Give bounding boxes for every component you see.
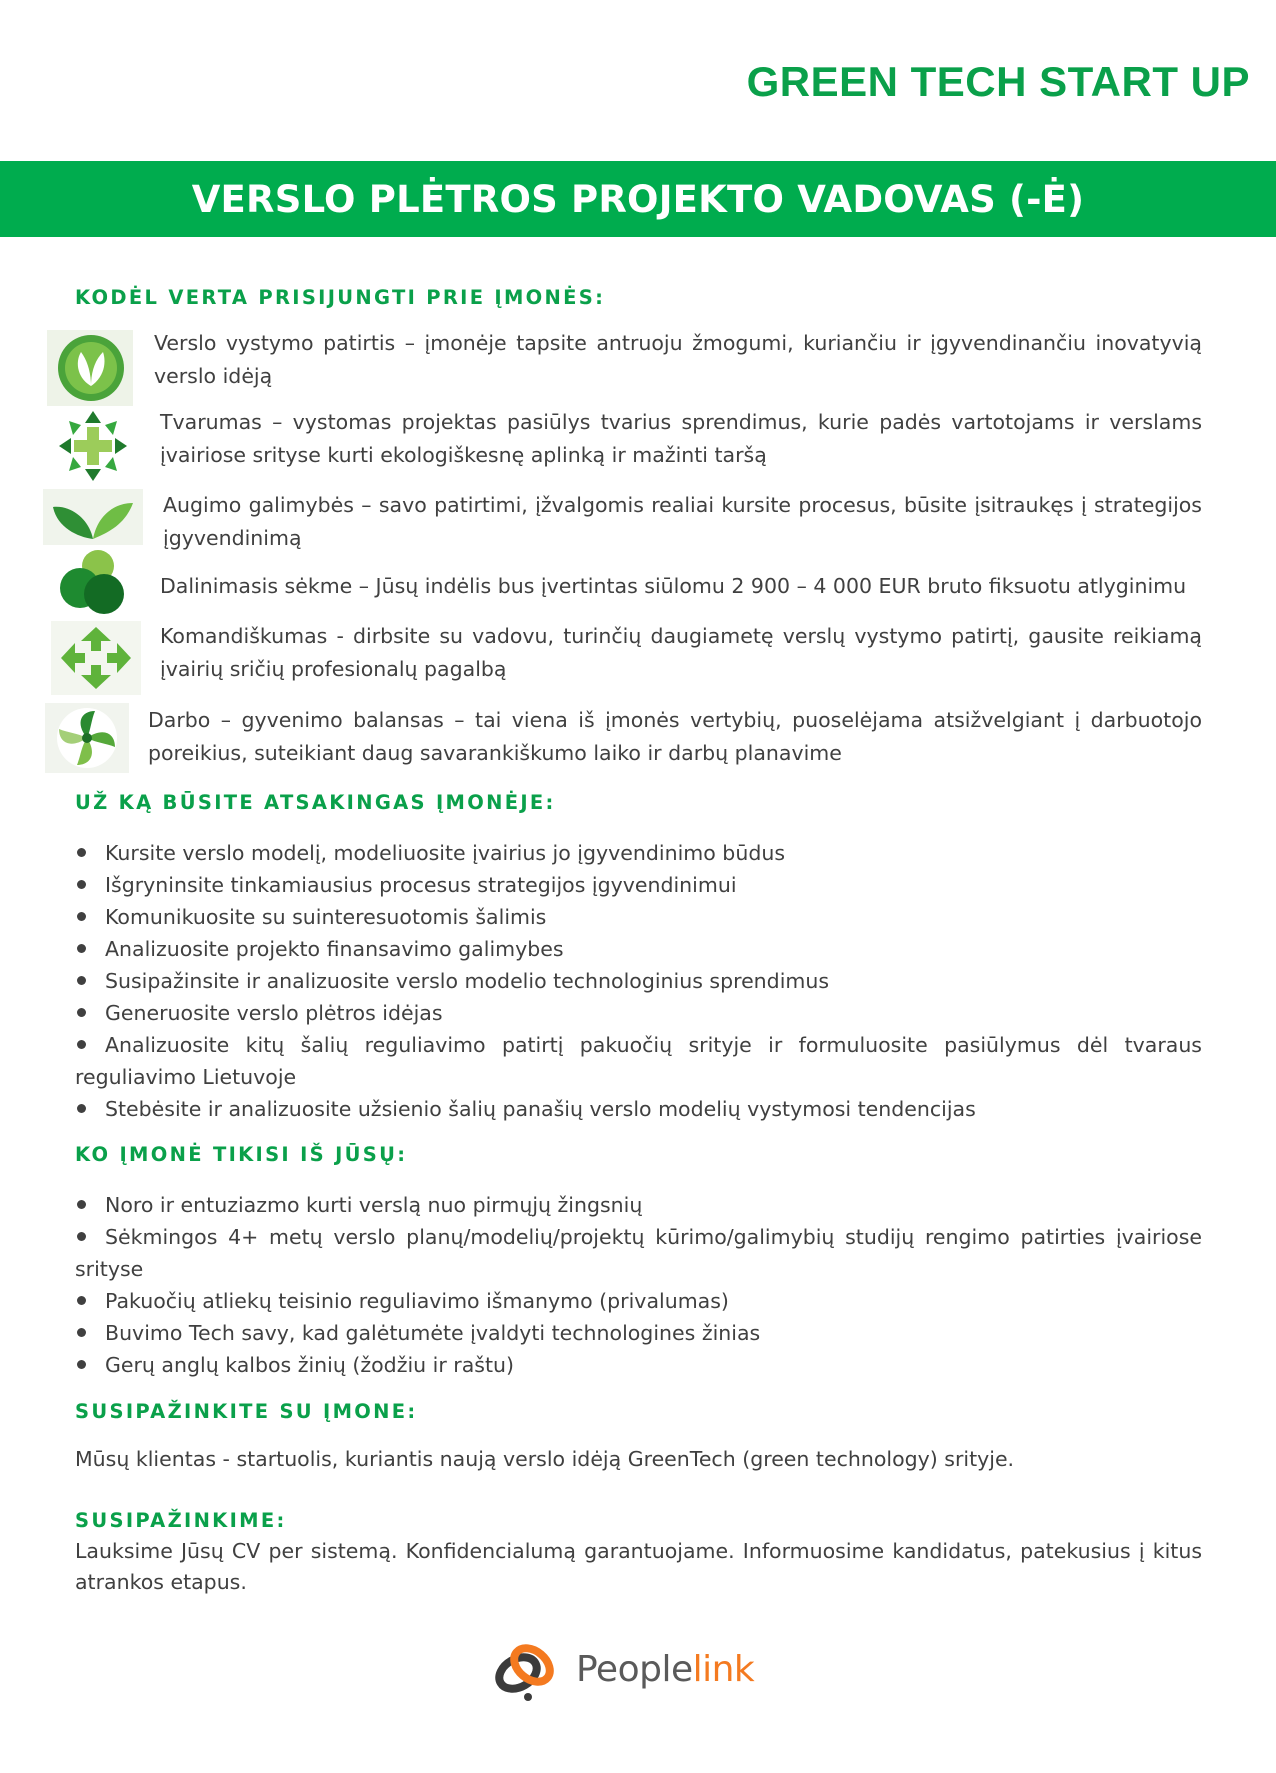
company-name: GREEN TECH START UP xyxy=(746,58,1250,105)
list-item: Analizuosite kitų šalių reguliavimo patirtį pakuočių srityje ir formuluosite pasiūlymus dėl tvaraus reguliavimo Lietuvoje xyxy=(75,1029,1202,1093)
contact-text: Lauksime Jūsų CV per sistemą. Konfidencialumą garantuojame. Informuosime kandidatus, patekusius į kitus atrankos etapus. xyxy=(75,1539,1202,1594)
bullet-icon xyxy=(75,1317,105,1349)
list-item: Stebėsite ir analizuosite užsienio šalių panašių verslo modelių vystymosi tendencijas xyxy=(75,1093,1202,1125)
expectations-heading: KO ĮMONĖ TIKISI IŠ JŪSŲ: xyxy=(75,1143,408,1166)
benefit-item: Verslo vystymo patirtis – įmonėje tapsite antruoju žmogumi, kuriančiu ir įgyvendinančiu inovatyvią verslo idėją xyxy=(154,331,1202,388)
bullet-icon xyxy=(75,933,105,965)
benefit-item: Tvarumas – vystomas projektas pasiūlys tvarius sprendimus, kurie padės vartotojams ir verslams įvairiose srityse kurti ekologiškesnę aplinką ir mažinti taršą xyxy=(160,410,1202,467)
job-title: VERSLO PLĖTROS PROJEKTO VADOVAS (-Ė) xyxy=(191,177,1085,221)
benefit-item: Dalinimasis sėkme – Jūsų indėlis bus įvertintas siūlomu 2 900 – 4 000 EUR bruto fiksuotu atlyginimu xyxy=(160,574,1187,598)
expectations-list xyxy=(75,1189,1202,1381)
responsibilities-heading: UŽ KĄ BŪSITE ATSAKINGAS ĮMONĖJE: xyxy=(75,791,556,814)
sprout-leaves-icon xyxy=(43,489,143,545)
list-item: Susipažinsite ir analizuosite verslo modelio technologinius sprendimus xyxy=(75,965,1202,997)
title-banner xyxy=(0,161,1276,237)
recycle-arrows-icon xyxy=(51,621,141,695)
why-join-heading: KODĖL VERTA PRISIJUNGTI PRIE ĮMONĖS: xyxy=(75,286,606,309)
list-item: Išgryninsite tinkamiausius procesus strategijos įgyvendinimui xyxy=(75,869,1202,901)
list-item: Pakuočių atliekų teisinio reguliavimo išmanymo (privalumas) xyxy=(75,1285,1202,1317)
peoplelink-wordmark: Peoplelink xyxy=(576,1648,755,1690)
about-heading: SUSIPAŽINKITE SU ĮMONE: xyxy=(75,1400,418,1423)
bullet-icon xyxy=(75,965,105,997)
peoplelink-logo xyxy=(488,1633,754,1705)
benefit-item: Augimo galimybės – savo patirtimi, įžvalgomis realiai kursite procesus, būsite įsitraukęs į strategijos įgyvendinimą xyxy=(163,493,1202,550)
list-item: Gerų anglų kalbos žinių (žodžiu ir raštu) xyxy=(75,1349,1202,1381)
bullet-icon xyxy=(75,1189,105,1221)
green-circles-icon xyxy=(52,548,140,620)
list-item: Kursite verslo modelį, modeliuosite įvairius jo įgyvendinimo būdus xyxy=(75,837,1202,869)
bullet-icon xyxy=(75,997,105,1029)
contact-heading: SUSIPAŽINKIME: xyxy=(75,1509,287,1532)
list-item: Komunikuosite su suinteresuotomis šalimis xyxy=(75,901,1202,933)
swirl-icon xyxy=(45,703,129,773)
bullet-icon xyxy=(75,1093,105,1125)
benefit-item: Darbo – gyvenimo balansas – tai viena iš įmonės vertybių, puoselėjama atsižvelgiant į darbuotojo poreikius, suteikiant daug savarankiškumo laiko ir darbų planavime xyxy=(148,708,1202,765)
bullet-icon xyxy=(75,1349,105,1381)
list-item: Analizuosite projekto finansavimo galimybes xyxy=(75,933,1202,965)
bullet-icon xyxy=(75,1221,105,1253)
peoplelink-logo-icon xyxy=(488,1633,560,1705)
bullet-icon xyxy=(75,1029,105,1061)
about-text: Mūsų klientas - startuolis, kuriantis naują verslo idėją GreenTech (green technology) srityje. xyxy=(75,1447,1015,1471)
list-item: Noro ir entuziazmo kurti verslą nuo pirmųjų žingsnių xyxy=(75,1189,1202,1221)
list-item: Generuosite verslo plėtros idėjas xyxy=(75,997,1202,1029)
arrows-star-icon xyxy=(43,407,143,485)
bullet-icon xyxy=(75,901,105,933)
bullet-icon xyxy=(75,1285,105,1317)
leaf-circle-icon xyxy=(47,330,133,406)
responsibilities-list xyxy=(75,837,1202,1125)
list-item: Sėkmingos 4+ metų verslo planų/modelių/projektų kūrimo/galimybių studijų rengimo patirties įvairiose srityse xyxy=(75,1221,1202,1285)
bullet-icon xyxy=(75,869,105,901)
bullet-icon xyxy=(75,837,105,869)
benefit-item: Komandiškumas - dirbsite su vadovu, turinčių daugiametę verslų vystymo patirtį, gausite reikiamą įvairių sričių profesionalų pagalbą xyxy=(160,624,1202,681)
list-item: Buvimo Tech savy, kad galėtumėte įvaldyti technologines žinias xyxy=(75,1317,1202,1349)
